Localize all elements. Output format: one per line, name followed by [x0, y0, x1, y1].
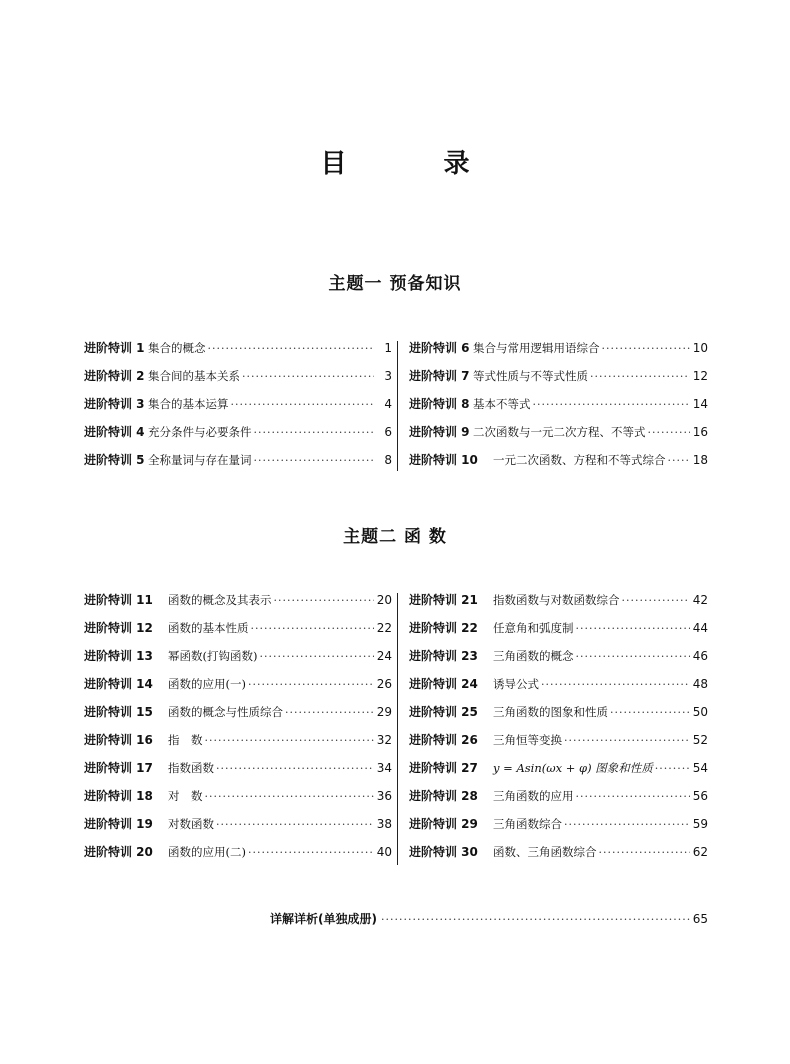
toc-entry[interactable]: 进阶特训 4 充分条件与必要条件 ····· 6: [84, 423, 392, 451]
section-title-2: 主题二 函 数: [343, 527, 447, 547]
toc-entry[interactable]: 进阶特训 21 指数函数与对数函数综合 ····· 42: [409, 591, 708, 619]
leader-dots: [564, 818, 690, 831]
answers-page: 65: [692, 912, 708, 926]
answers-label: 详解详析(单独成册): [270, 912, 377, 926]
leader-dots: [576, 622, 691, 635]
toc-entry[interactable]: 进阶特训 3 集合的基本运算 ····· 4: [84, 395, 392, 423]
leader-dots: [576, 790, 691, 803]
leader-dots: [285, 706, 374, 719]
toc-entry[interactable]: 进阶特训 10 一元二次函数、方程和不等式综合 ····· 18: [409, 451, 708, 479]
leader-dots: [590, 370, 690, 383]
toc-entry[interactable]: 进阶特训 5 全称量词与存在量词 ····· 8: [84, 451, 392, 479]
toc-entry[interactable]: 进阶特训 26 三角恒等变换 ····· 52: [409, 731, 708, 759]
leader-dots: [576, 650, 691, 663]
toc-entry[interactable]: 进阶特训 1 集合的概念 ····· 1: [84, 339, 392, 367]
toc-entry[interactable]: 进阶特训 6 集合与常用逻辑用语综合 ····· 10: [409, 339, 708, 367]
toc-block-section-2: [84, 591, 708, 871]
toc-entry[interactable]: 进阶特训 12 函数的基本性质 ····· 22: [84, 619, 392, 647]
toc-entry[interactable]: 进阶特训 23 三角函数的概念 ····· 46: [409, 647, 708, 675]
leader-dots: [208, 342, 375, 355]
toc-column-right: [409, 339, 708, 479]
leader-dots: [205, 790, 375, 803]
column-divider: [397, 593, 398, 865]
toc-entry[interactable]: 进阶特训 16 指 数 ····· 32: [84, 731, 392, 759]
toc-entry[interactable]: 进阶特训 30 函数、三角函数综合 ····· 62: [409, 843, 708, 871]
leader-dots: [648, 426, 691, 439]
toc-entry[interactable]: 进阶特训 22 任意角和弧度制 ····· 44: [409, 619, 708, 647]
leader-dots: [655, 762, 690, 775]
column-divider: [397, 341, 398, 471]
leader-dots: [622, 594, 691, 607]
leader-dots: [242, 370, 374, 383]
leader-dots: [381, 913, 690, 926]
leader-dots: [274, 594, 375, 607]
section-title-1: 主题一 预备知识: [328, 274, 462, 294]
toc-entry[interactable]: 进阶特训 14 函数的应用(一) ····· 26: [84, 675, 392, 703]
leader-dots: [216, 818, 374, 831]
toc-entry[interactable]: 进阶特训 28 三角函数的应用 ····· 56: [409, 787, 708, 815]
toc-entry[interactable]: 进阶特训 15 函数的概念与性质综合 ····· 29: [84, 703, 392, 731]
toc-column-right: [409, 591, 708, 871]
toc-column-left: [84, 339, 392, 479]
toc-block-section-1: [84, 339, 708, 479]
leader-dots: [541, 678, 690, 691]
toc-column-left: [84, 591, 392, 871]
leader-dots: [564, 734, 690, 747]
toc-entry[interactable]: 进阶特训 19 对数函数 ····· 38: [84, 815, 392, 843]
toc-entry[interactable]: 进阶特训 20 函数的应用(二) ····· 40: [84, 843, 392, 871]
toc-entry[interactable]: 进阶特训 8 基本不等式 ····· 14: [409, 395, 708, 423]
leader-dots: [231, 398, 375, 411]
toc-entry[interactable]: 进阶特训 17 指数函数 ····· 34: [84, 759, 392, 787]
toc-entry[interactable]: 进阶特训 24 诱导公式 ····· 48: [409, 675, 708, 703]
toc-entry-answers[interactable]: [270, 910, 708, 927]
toc-entry[interactable]: 进阶特训 18 对 数 ····· 36: [84, 787, 392, 815]
toc-entry[interactable]: 进阶特训 11 函数的概念及其表示 ····· 20: [84, 591, 392, 619]
leader-dots: [251, 622, 375, 635]
toc-entry[interactable]: 进阶特训 7 等式性质与不等式性质 ····· 12: [409, 367, 708, 395]
toc-entry[interactable]: 进阶特训 29 三角函数综合 ····· 59: [409, 815, 708, 843]
toc-entry[interactable]: 进阶特训 9 二次函数与一元二次方程、不等式 ····· 16: [409, 423, 708, 451]
toc-entry[interactable]: 进阶特训 25 三角函数的图象和性质 ····· 50: [409, 703, 708, 731]
page-title: 目 录: [320, 149, 514, 179]
leader-dots: [602, 342, 691, 355]
leader-dots: [205, 734, 375, 747]
leader-dots: [254, 426, 375, 439]
toc-entry[interactable]: 进阶特训 2 集合间的基本关系 ····· 3: [84, 367, 392, 395]
leader-dots: [248, 678, 374, 691]
leader-dots: [254, 454, 375, 467]
leader-dots: [216, 762, 374, 775]
leader-dots: [599, 846, 691, 859]
leader-dots: [610, 706, 690, 719]
leader-dots: [259, 650, 374, 663]
toc-entry[interactable]: 进阶特训 27 y = Asin(ωx + φ) 图象和性质 ····· 54: [409, 759, 708, 787]
toc-entry[interactable]: 进阶特训 13 幂函数(打钩函数) ····· 24: [84, 647, 392, 675]
leader-dots: [533, 398, 691, 411]
leader-dots: [668, 454, 691, 467]
leader-dots: [248, 846, 374, 859]
